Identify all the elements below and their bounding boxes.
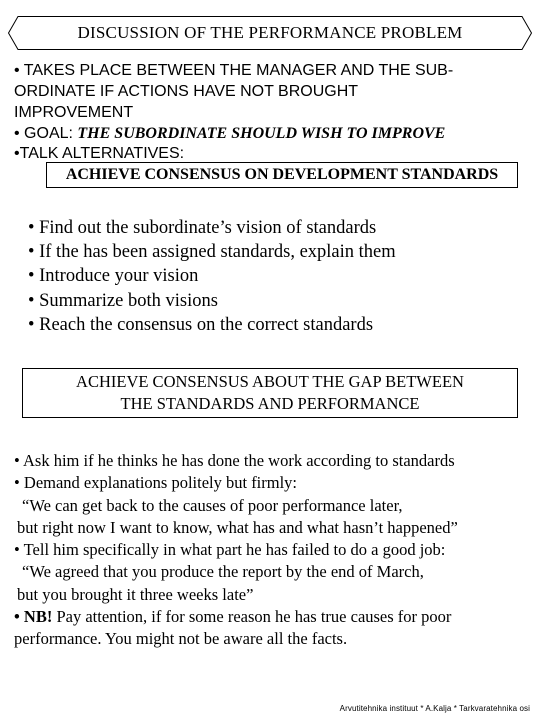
- quote-line: but you brought it three weeks late”: [17, 584, 254, 604]
- goal-line: [14, 123, 524, 144]
- list-item: • Ask him if he thinks he has done the work according to standards: [14, 451, 455, 470]
- nb-text: Pay attention, if for some reason he has true causes for poor: [56, 607, 452, 627]
- list-item: • Introduce your vision: [28, 266, 199, 287]
- intro-line: IMPROVEMENT: [14, 104, 134, 121]
- quote-line: “We agreed that you produce the report by the end of March,: [22, 562, 424, 582]
- goal-prefix: • GOAL:: [14, 125, 78, 142]
- section1-list: [28, 216, 396, 337]
- intro-line: • TAKES PLACE BETWEEN THE MANAGER AND THE SUB-: [14, 62, 454, 79]
- list-item: • If the has been assigned standards, explain them: [28, 242, 396, 263]
- list-item: • Tell him specifically in what part he has failed to do a good job:: [14, 540, 446, 560]
- quote-line: but right now I want to know, what has and what hasn’t happened”: [17, 517, 458, 537]
- quote-line: “We can get back to the causes of poor performance later,: [22, 495, 403, 515]
- list-item: performance. You might not be aware all the facts.: [14, 629, 348, 649]
- nb-label: • NB!: [14, 607, 53, 627]
- section2-heading-line: ACHIEVE CONSENSUS ABOUT THE GAP BETWEEN: [76, 372, 464, 391]
- section2-heading: [22, 368, 518, 418]
- section2-heading-line: THE STANDARDS AND PERFORMANCE: [120, 394, 420, 413]
- title-banner: [8, 16, 532, 50]
- footer-credit: Arvutitehnika instituut * A.Kalja * Tarkvaratehnika osi: [339, 704, 530, 713]
- talk-alternatives-label: •TALK ALTERNATIVES:: [14, 145, 185, 162]
- list-item: • Summarize both visions: [28, 290, 218, 311]
- goal-text: THE SUBORDINATE SHOULD WISH TO IMPROVE: [77, 125, 446, 142]
- section2-list: [14, 450, 530, 651]
- intro-line: ORDINATE IF ACTIONS HAVE NOT BROUGHT: [14, 83, 359, 100]
- intro-block: [14, 60, 524, 144]
- list-item: • Reach the consensus on the correct standards: [28, 314, 374, 335]
- list-item: • Find out the subordinate’s vision of standards: [28, 218, 377, 238]
- section1-heading: ACHIEVE CONSENSUS ON DEVELOPMENT STANDARDS: [46, 162, 518, 188]
- list-item: • Demand explanations politely but firmly:: [14, 473, 298, 493]
- page-title: DISCUSSION OF THE PERFORMANCE PROBLEM: [77, 23, 463, 42]
- nb-line: [14, 606, 530, 628]
